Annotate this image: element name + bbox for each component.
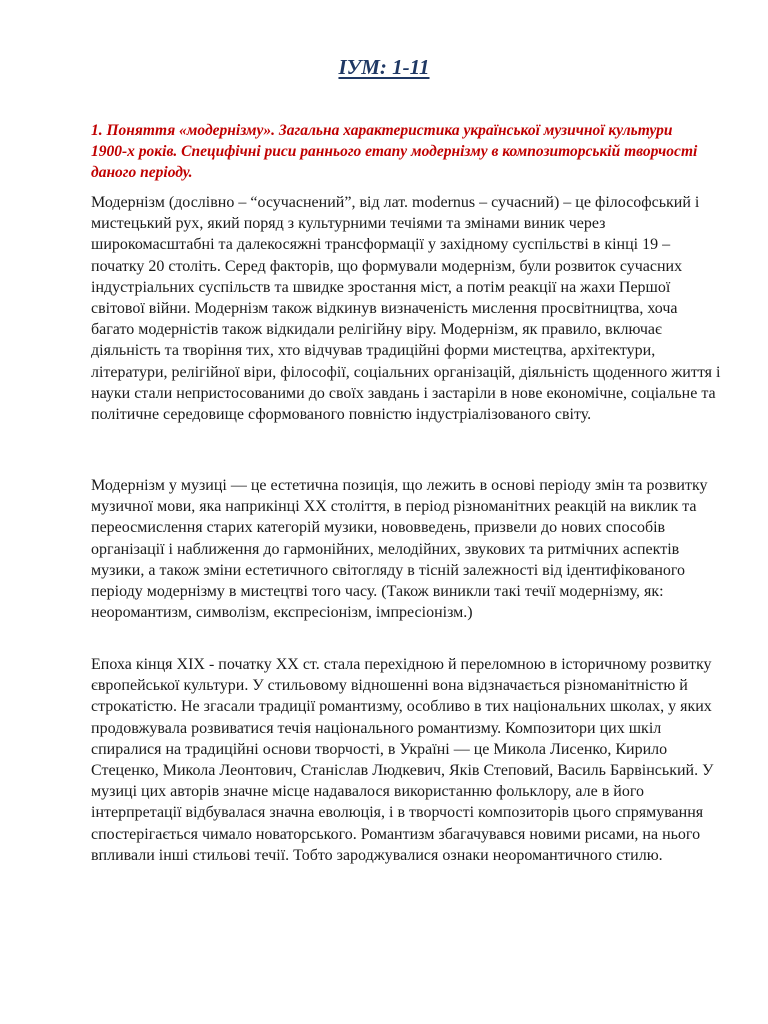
paragraph-modernism-definition: Модернізм (дослівно – “осучаснений”, від лат. modernus – сучасний) – це філософський і мистецький рух, який поряд з культурними течіями та змінами виник через широкомасштабні та далекосяжні трансформації у західному суспільстві в кінці 19 – початку 20 століть. Серед факторів, що формували модернізм, були розвиток сучасних індустріальних суспільств та швидке зростання міст, а потім реакції на жахи Першої світової війни. Модернізм також відкинув визначеність мислення просвітництва, хоча багато модерністів також відкидали релігійну віру. Модернізм, як правило, включає діяльність та творіння тих, хто відчував традиційні форми мистецтва, архітектури, літератури, релігійної віри, філософії, соціальних організацій, діяльність щоденного життя і науки стали непристосованими до своїх завдань і застаріли в нове економічне, соціальне та політичне середовище сформованого повністю індустріалізованого світу. bbox=[91, 194, 721, 424]
paragraph-modernism-in-music: Модернізм у музиці — це естетична позиція, що лежить в основі періоду змін та розвитку музичної мови, яка наприкінці XX століття, в період різноманітних реакцій на виклик та переосмислення старих категорій музики, нововведень, призвели до нових способів організації і наближення до гармонійних, мелодійних, звукових та ритмічних аспектів музики, а також зміни естетичного світогляду в тісній залежності від ідентифікованого періоду модернізму в мистецтві того часу. (Також виникли такі течії модернізму, як: неоромантизм, символізм, експресіонізм, імпресіонізм.) bbox=[91, 477, 708, 622]
paragraph-era-overview: Епоха кінця XIX - початку XX ст. стала перехідною й переломною в історичному розвитку європейської культури. У стильовому відношенні вона відзначається різноманітністю й строкатістю. Не згасали традиції романтизму, особливо в тих національних школах, у яких продовжувала розвиватися течія національного романтизму. Композитори цих шкіл спиралися на традиційні основи творчості, в Україні — це Микола Лисенко, Кирило Стеценко, Микола Леонтович, Станіслав Людкевич, Яків Степовий, Василь Барвінський. У музиці цих авторів значне місце надавалося використанню фольклору, але в його інтерпретації відбувалася значна еволюція, і в творчості композиторів цього спрямування спостерігається чимало новаторського. Романтизм збагачувався новими рисами, на нього впливали інші стильові течії. Тобто зароджувалися ознаки неоромантичного стилю. bbox=[91, 656, 714, 864]
document-title: ІУМ: 1-11 bbox=[338, 55, 430, 79]
section-heading: 1. Поняття «модернізму». Загальна характеристика української музичної культури 1900-х років. Специфічні риси раннього етапу модернізму в композиторській творчості даного періоду. bbox=[91, 122, 698, 181]
